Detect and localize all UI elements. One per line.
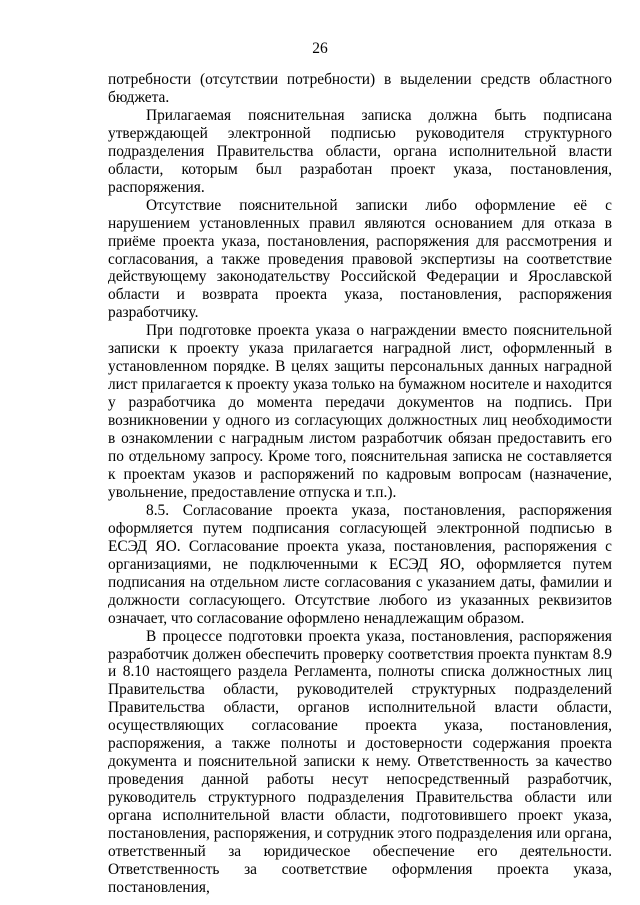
paragraph-refusal-grounds: Отсутствие пояснительной записки либо оформление её с нарушением установленных правил являются основанием для отказа в приёме проекта указа, постановления, распоряжения для рассмотрения и согласования, а также проведения правовой экспертизы на соответствие действующему законодательству Российской Федерации и Ярославской области и возврата проекта указа, постановления, распоряжения разработчику. [108, 196, 612, 322]
document-body [108, 71, 612, 897]
paragraph-signature-requirement: Прилагаемая пояснительная записка должна быть подписана утверждающей электронной подписью руководителя структурного подразделения Правительства области, органа исполнительной власти области, которым был разработан проект указа, постановления, распоряжения. [108, 106, 612, 196]
paragraph-continuation: потребности (отсутствии потребности) в выделении средств областного бюджета. [108, 71, 612, 106]
paragraph-award-sheet: При подготовке проекта указа о награждении вместо пояснительной записки к проекту указа прилагается наградной лист, оформленный в установленном порядке. В целях защиты персональных данных наградной лист прилагается к проекту указа только на бумажном носителе и находится у разработчика до момента передачи документов на подпись. При возникновении у одного из согласующих должностных лиц необходимости в ознакомлении с наградным листом разработчик обязан предоставить его по отдельному запросу. Кроме того, пояснительная записка не составляется к проектам указов и распоряжений по кадровым вопросам (назначение, увольнение, предоставление отпуска и т.п.). [108, 322, 612, 501]
paragraph-clause-8-5: 8.5. Согласование проекта указа, постановления, распоряжения оформляется путем подписания согласующей электронной подписью в ЕСЭД ЯО. Согласование проекта указа, постановления, распоряжения с организациями, не подключенными к ЕСЭД ЯО, оформляется путем подписания на отдельном листе согласования с указанием даты, фамилии и должности согласующего. Отсутствие любого из указанных реквизитов означает, что согласование оформлено ненадлежащим образом. [108, 501, 612, 627]
page-number: 26 [312, 40, 328, 57]
paragraph-responsibility: В процессе подготовки проекта указа, постановления, распоряжения разработчик должен обеспечить проверку соответствия проекта пунктам 8.9 и 8.10 настоящего раздела Регламента, полноты списка должностных лиц Правительства области, руководителей структурных подразделений Правительства области, органов исполнительной власти области, осуществляющих согласование проекта указа, постановления, распоряжения, а также полноты и достоверности содержания проекта документа и пояснительной записки к нему. Ответственность за качество проведения данной работы несут непосредственный разработчик, руководитель структурного подразделения Правительства области или органа исполнительной власти области, подготовившего проект указа, постановления, распоряжения, и сотрудник этого подразделения или органа, ответственный за юридическое обеспечение его деятельности. Ответственность за соответствие оформления проекта указа, постановления, [108, 627, 612, 896]
